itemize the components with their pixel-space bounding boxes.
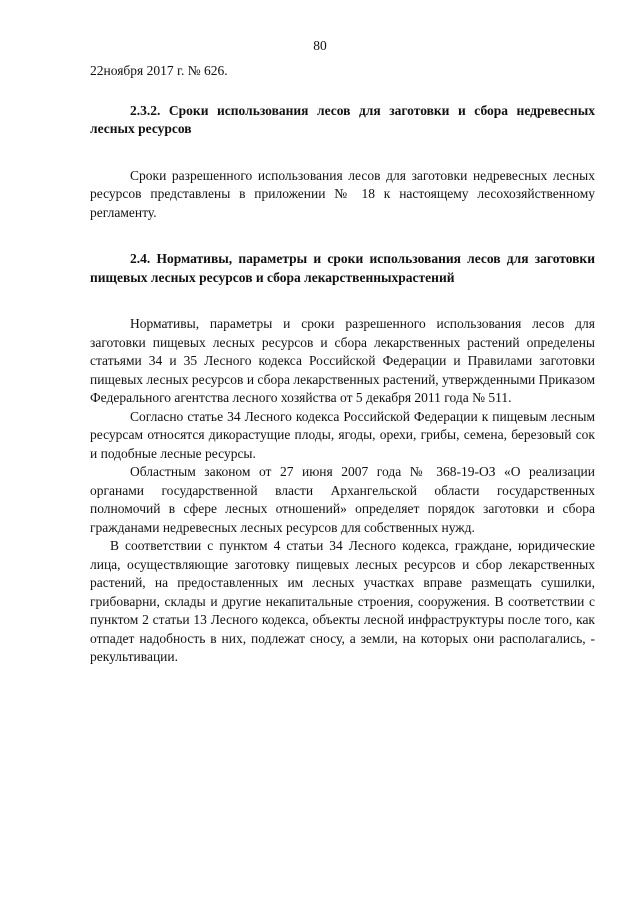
intro-line: 22ноября 2017 г. № 626.	[90, 63, 228, 78]
section-2-3-2-paragraph: Сроки разрешенного использования лесов для заготовки недревесных лесных ресурсов представлены в приложении № 18 к настоящему лесохозяйственному регламенту.	[90, 167, 595, 220]
section-2-4-paragraph-2: Согласно статье 34 Лесного кодекса Российской Федерации к пищевым лесным ресурсам относятся дикорастущие плоды, ягоды, орехи, грибы, семена, березовый сок и подобные лесные ресурсы.	[90, 408, 595, 461]
section-2-4-paragraph-3: Областным законом от 27 июня 2007 года № 368-19-ОЗ «О реализации органами государственной власти Архангельской области государственных полномочий в сфере лесных отношений» определяет порядок заготовки и сбора гражданами недревесных лесных ресурсов для собственных нужд.	[90, 464, 595, 535]
section-heading-2-3-2: 2.3.2. Сроки использования лесов для заготовки и сбора недревесных лесных ресурсов	[90, 102, 595, 136]
page-number: 80	[313, 38, 327, 53]
page-content	[90, 62, 595, 667]
section-2-4-paragraph-4: В соответствии с пунктом 4 статьи 34 Лесного кодекса, граждане, юридические лица, осуществляющие заготовку пищевых лесных ресурсов и сбор лекарственных растений, на предоставленных им лесных участках вправе размещать сушилки, грибоварни, склады и другие некапитальные строения, сооружения. В соответствии с пунктом 2 статьи 13 Лесного кодекса, объекты лесной инфраструктуры после того, как отпадет надобность в них, подлежат сносу, а земли, на которых они располагались, - рекультивации.	[90, 538, 595, 664]
section-2-4-paragraph-1: Нормативы, параметры и сроки разрешенного использования лесов для заготовки пищевых лесных ресурсов и сбора лекарственных растений определены статьями 34 и 35 Лесного кодекса Российской Федерации и Правилами заготовки пищевых лесных ресурсов и сбора лекарственных растений, утвержденными Приказом Федерального агентства лесного хозяйства от 5 декабря 2011 года № 511.	[90, 316, 595, 405]
section-heading-2-4: 2.4. Нормативы, параметры и сроки использования лесов для заготовки пищевых лесных ресурсов и сбора лекарственныхрастений	[90, 251, 595, 285]
